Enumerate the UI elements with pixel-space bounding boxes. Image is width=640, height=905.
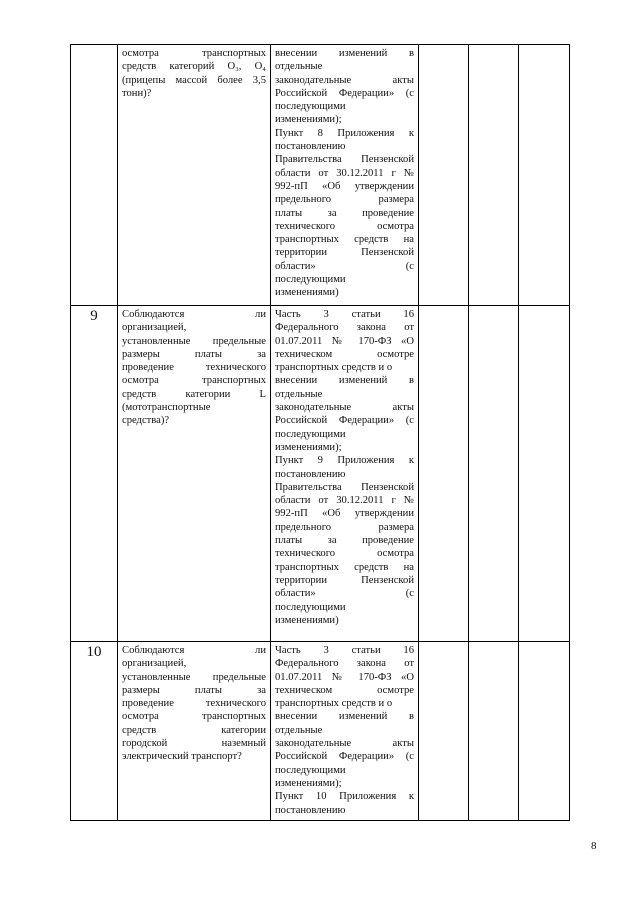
reference-line: области от 30.12.2011 г № xyxy=(275,495,414,507)
empty-cell xyxy=(519,642,570,821)
legal-reference-cell xyxy=(271,45,419,306)
question-line: (мототранспортные xyxy=(122,402,211,414)
reference-line: внесении изменений в xyxy=(275,711,414,723)
question-line: осмотра транспортных xyxy=(122,48,266,59)
reference-line: отдельные xyxy=(275,724,323,736)
reference-line: области от 30.12.2011 г № xyxy=(275,167,414,179)
reference-line: транспортных средств и о xyxy=(275,698,393,710)
reference-line: технического осмотра xyxy=(275,220,414,232)
empty-cell xyxy=(469,45,519,306)
row-number-cell: 9 xyxy=(71,306,118,642)
reference-line: последующими xyxy=(275,764,346,776)
question-line: проведение технического xyxy=(122,698,266,710)
reference-line: внесении изменений в xyxy=(275,48,414,59)
question-line: (прицепы массой более 3,5 xyxy=(122,74,266,86)
reference-line: изменениями); xyxy=(275,114,342,126)
reference-line: Российской Федерации» (с xyxy=(275,751,414,763)
reference-line: Часть 3 статьи 16 xyxy=(275,309,414,320)
question-line: тонн)? xyxy=(122,87,152,99)
empty-cell xyxy=(419,306,469,642)
page-number: 8 xyxy=(591,840,597,852)
reference-line: отдельные xyxy=(275,61,323,73)
reference-line: последующими xyxy=(275,428,346,440)
empty-cell xyxy=(469,642,519,821)
reference-line: Пункт 10 Приложения к xyxy=(275,791,414,803)
question-cell xyxy=(118,642,271,821)
question-line: городской наземный xyxy=(122,738,266,750)
reference-line: Правительства Пензенской xyxy=(275,154,414,166)
question-line: размеры платы за xyxy=(122,684,266,696)
reference-line: 01.07.2011 № 170-ФЗ «О xyxy=(275,671,414,683)
reference-line: Федерального закона от xyxy=(275,322,414,334)
table-row xyxy=(71,45,570,306)
question-line: средств категорий O₃, O₄ xyxy=(122,61,266,73)
reference-line: законодательные акты xyxy=(275,402,414,414)
reference-line: постановлению xyxy=(275,141,346,153)
reference-line: платы за проведение xyxy=(275,207,414,219)
reference-line: транспортных средств на xyxy=(275,561,414,573)
reference-line: постановлению xyxy=(275,804,346,816)
question-line: Соблюдаются ли xyxy=(122,645,266,656)
table-row xyxy=(71,642,570,821)
row-number-cell xyxy=(71,45,118,306)
reference-line: платы за проведение xyxy=(275,535,414,547)
reference-line: технического осмотра xyxy=(275,548,414,560)
question-cell xyxy=(118,45,271,306)
question-line: установленные предельные xyxy=(122,671,266,683)
reference-line: отдельные xyxy=(275,388,323,400)
reference-line: последующими xyxy=(275,601,346,613)
reference-line: изменениями); xyxy=(275,441,342,453)
legal-reference-cell xyxy=(271,306,419,642)
question-line: организацией, xyxy=(122,658,187,670)
reference-line: Часть 3 статьи 16 xyxy=(275,645,414,656)
reference-line: области» (с xyxy=(275,588,414,600)
reference-line: техническом осмотре xyxy=(275,348,414,360)
reference-line: транспортных средств и о xyxy=(275,362,393,374)
reference-line: территории Пензенской xyxy=(275,247,414,259)
reference-line: техническом осмотре xyxy=(275,684,414,696)
reference-line: законодательные акты xyxy=(275,74,414,86)
empty-cell xyxy=(419,45,469,306)
reference-line: территории Пензенской xyxy=(275,574,414,586)
question-line: осмотра транспортных xyxy=(122,711,266,723)
question-line: осмотра транспортных xyxy=(122,375,266,387)
reference-line: постановлению xyxy=(275,468,346,480)
row-number-cell: 10 xyxy=(71,642,118,821)
reference-line: области» (с xyxy=(275,260,414,272)
reference-line: изменениями) xyxy=(275,614,339,626)
reference-line: транспортных средств на xyxy=(275,234,414,246)
question-line: средства)? xyxy=(122,415,170,427)
question-line: установленные предельные xyxy=(122,335,266,347)
table-row xyxy=(71,306,570,642)
question-line: организацией, xyxy=(122,322,187,334)
reference-line: законодательные акты xyxy=(275,738,414,750)
question-line: Соблюдаются ли xyxy=(122,309,266,320)
reference-line: изменениями); xyxy=(275,777,342,789)
reference-line: последующими xyxy=(275,101,346,113)
reference-line: 992-пП «Об утверждении xyxy=(275,180,414,192)
empty-cell xyxy=(419,642,469,821)
reference-line: Пункт 9 Приложения к xyxy=(275,455,414,467)
checklist-table xyxy=(70,44,570,821)
empty-cell xyxy=(469,306,519,642)
reference-line: изменениями) xyxy=(275,287,339,299)
reference-line: 992-пП «Об утверждении xyxy=(275,508,414,520)
question-cell xyxy=(118,306,271,642)
question-line: проведение технического xyxy=(122,362,266,374)
reference-line: Российской Федерации» (с xyxy=(275,87,414,99)
reference-line: Российской Федерации» (с xyxy=(275,415,414,427)
reference-line: последующими xyxy=(275,274,346,286)
empty-cell xyxy=(519,45,570,306)
empty-cell xyxy=(519,306,570,642)
reference-line: Пункт 8 Приложения к xyxy=(275,127,414,139)
reference-line: 01.07.2011 № 170-ФЗ «О xyxy=(275,335,414,347)
reference-line: предельного размера xyxy=(275,194,414,206)
question-line: средств категории L xyxy=(122,388,266,400)
question-line: электрический транспорт? xyxy=(122,751,242,763)
reference-line: предельного размера xyxy=(275,521,414,533)
question-line: средств категории xyxy=(122,724,266,736)
reference-line: Правительства Пензенской xyxy=(275,481,414,493)
reference-line: внесении изменений в xyxy=(275,375,414,387)
question-line: размеры платы за xyxy=(122,348,266,360)
reference-line: Федерального закона от xyxy=(275,658,414,670)
legal-reference-cell xyxy=(271,642,419,821)
